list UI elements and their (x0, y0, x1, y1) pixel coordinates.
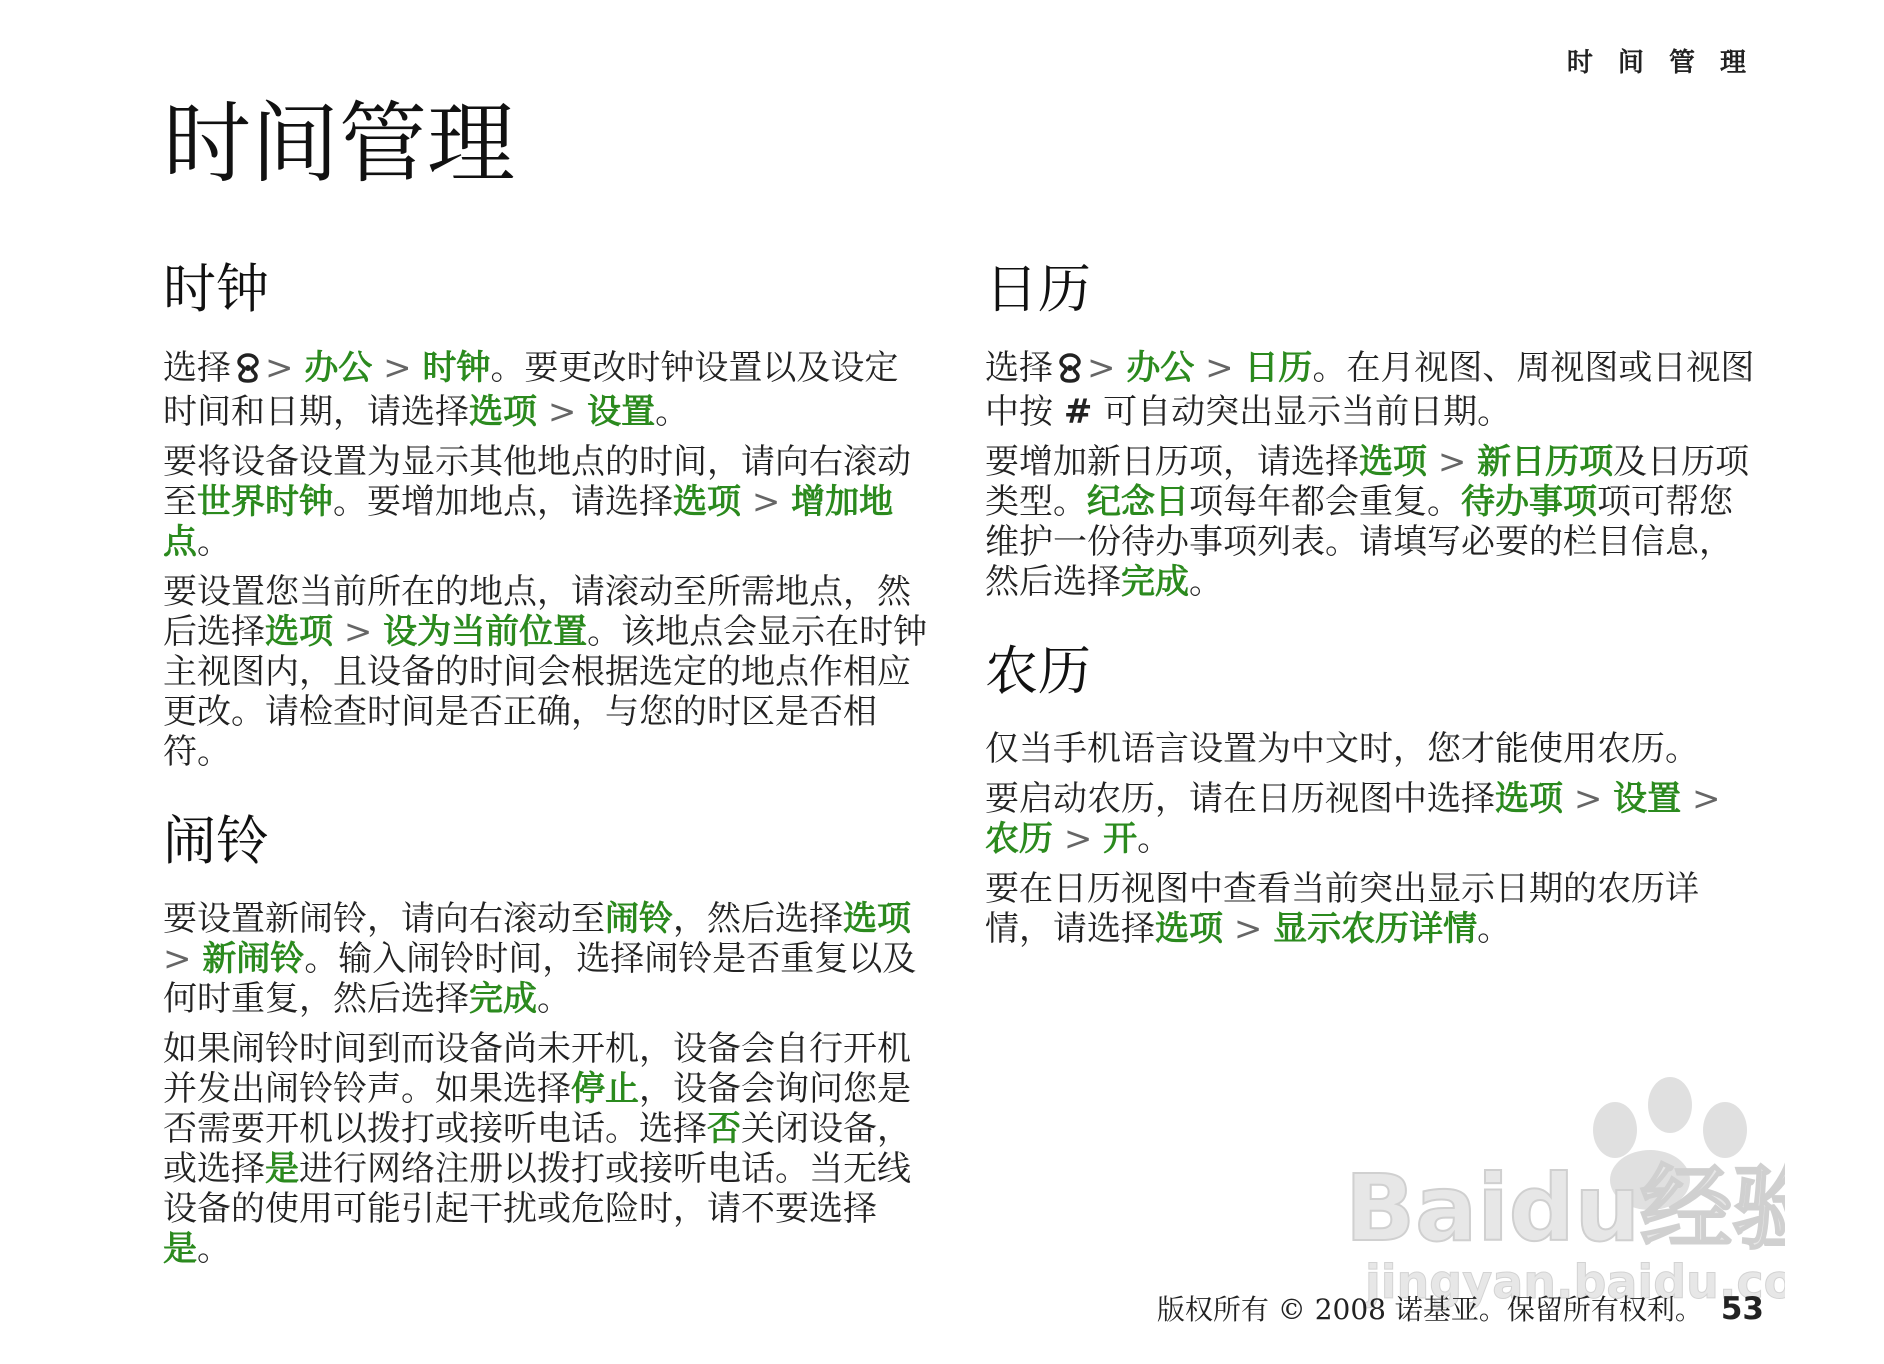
page-number: 53 (1720, 1291, 1764, 1327)
paragraph: 要在日历视图中查看当前突出显示日期的农历详情，请选择选项 > 显示农历详情。 (985, 869, 1699, 950)
paragraph: 要将设备设置为显示其他地点的时间，请向右滚动至世界时钟。要增加地点，请选择选项 > 增加地点。 (163, 441, 911, 562)
paragraph: 要增加新日历项，请选择选项 > 新日历项及日历项类型。纪念日项每年都会重复。待办事项项可帮您维护一份待办事项列表。请填写必要的栏目信息，然后选择完成。 (985, 441, 1750, 602)
paragraph: 要设置您当前所在的地点，请滚动至所需地点，然后选择选项 > 设为当前位置。该地点会显示在时钟主视图内，且设备的时间会根据选定的地点作相应更改。请检查时间是否正确，与您的时区是否相符。 (163, 571, 928, 772)
left-column (163, 258, 931, 1279)
page-title: 时间管理 (163, 92, 516, 195)
menu-key-icon (235, 352, 261, 392)
watermark-brand: Baidu经验 (1345, 1155, 1785, 1262)
section-heading-clock: 时钟 (163, 259, 269, 320)
paragraph: 仅当手机语言设置为中文时，您才能使用农历。 (985, 729, 1699, 770)
paragraph: 如果闹铃时间到而设备尚未开机，设备会自行开机并发出闹铃铃声。如果选择停止，设备会询问您是否需要开机以拨打或接听电话。选择否关闭设备，或选择是进行网络注册以拨打或接听电话。当无线设备的使用可能引起干扰或危险时，请不要选择是。 (163, 1029, 911, 1270)
section-heading-calendar: 日历 (985, 259, 1091, 320)
paragraph: 要设置新闹铃，请向右滚动至闹铃，然后选择选项 > 新闹铃。输入闹铃时间，选择闹铃是否重复以及何时重复，然后选择完成。 (163, 899, 917, 1020)
running-header: 时 间 管 理 (1566, 48, 1754, 78)
section-heading-lunar: 农历 (985, 640, 1091, 702)
section-heading-alarm: 闹铃 (163, 810, 269, 872)
paragraph: 要启动农历，请在日历视图中选择选项 > 设置 > 农历 > 开。 (985, 779, 1721, 860)
footer (1157, 1288, 1764, 1328)
paragraph: 选择 > 办公 > 日历。在月视图、周视图或日视图中按 # 可自动突出显示当前日期。 (985, 347, 1755, 432)
watermark-url: jingyan.baidu.co (1365, 1255, 1785, 1309)
right-column (985, 258, 1755, 959)
paragraph: 选择 > 办公 > 时钟。要更改时钟设置以及设定时间和日期，请选择选项 > 设置。 (163, 347, 899, 432)
copyright: 版权所有 © 2008 诺基亚。保留所有权利。 (1156, 1293, 1703, 1326)
baidu-watermark (1345, 1070, 1785, 1310)
menu-key-icon (1057, 352, 1083, 392)
